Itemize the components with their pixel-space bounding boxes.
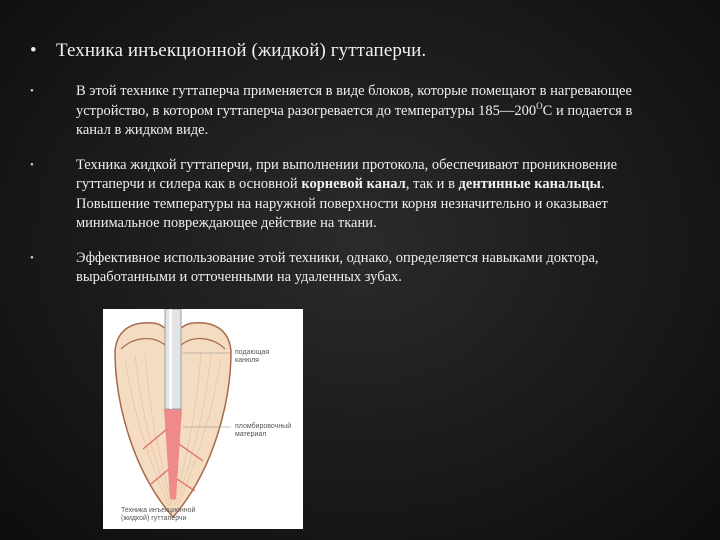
- bullet-2-part-b: , так и в: [405, 176, 459, 192]
- label-filling-line-1: пломбировочный: [235, 423, 292, 430]
- bullet-1-degree: О: [536, 100, 543, 111]
- figure-caption: [121, 507, 195, 523]
- tooth-figure: [103, 309, 303, 529]
- bullet-1-part-a: В этой технике гуттаперча применяется в виде блоков, которые помещают в нагревающее устройство, в котором гуттаперча разогревается до температуры 185—200: [76, 83, 632, 119]
- figure-caption-line-2: (жидкой) гуттаперчи: [121, 515, 187, 522]
- bullet-dot-icon: •: [30, 158, 34, 171]
- title-bullet-icon: •: [30, 40, 37, 61]
- figure-caption-line-1: Техника инъекционной: [121, 507, 196, 514]
- cannula-shape: [165, 309, 181, 409]
- bullet-dot-icon: •: [30, 251, 34, 264]
- bullet-2-part-c: . Повышение температуры на наружной поверхности корня незначительно и оказывает минимальное повреждающее действие на ткани.: [76, 176, 608, 231]
- label-cannula-line-1: подающая: [235, 349, 270, 356]
- bullet-2-part-a: Техника жидкой гуттаперчи, при выполнении протокола, обеспечивают проникновение гуттаперчи и силера как в основной: [76, 156, 618, 192]
- slide-title-row: [30, 40, 690, 62]
- label-cannula-line-2: канюля: [235, 357, 259, 364]
- label-cannula: [235, 349, 269, 365]
- label-filling-line-2: материал: [235, 431, 267, 438]
- tooth-illustration: [103, 309, 303, 529]
- slide-title: Техника инъекционной (жидкой) гуттаперчи.: [56, 40, 427, 61]
- bullet-text-3: Эффективное использование этой техники, однако, определяется навыками доктора, выработанными и отточенными на удаленных зубах.: [76, 249, 599, 285]
- label-filling: [235, 423, 291, 439]
- bullet-1-part-b: С и подается в канал в жидком виде.: [76, 102, 633, 138]
- bullet-text-2: [76, 156, 670, 234]
- bullet-text-1: [76, 82, 670, 141]
- bullet-item-2: [30, 156, 670, 234]
- bullet-2-bold-root-canal: корневой канал: [301, 176, 406, 192]
- bullet-item-3: [30, 249, 670, 288]
- bullet-2-bold-tubules: дентинные канальцы: [458, 176, 601, 192]
- bullet-item-1: [30, 82, 670, 141]
- bullet-list: [30, 82, 670, 303]
- bullet-dot-icon: •: [30, 85, 34, 97]
